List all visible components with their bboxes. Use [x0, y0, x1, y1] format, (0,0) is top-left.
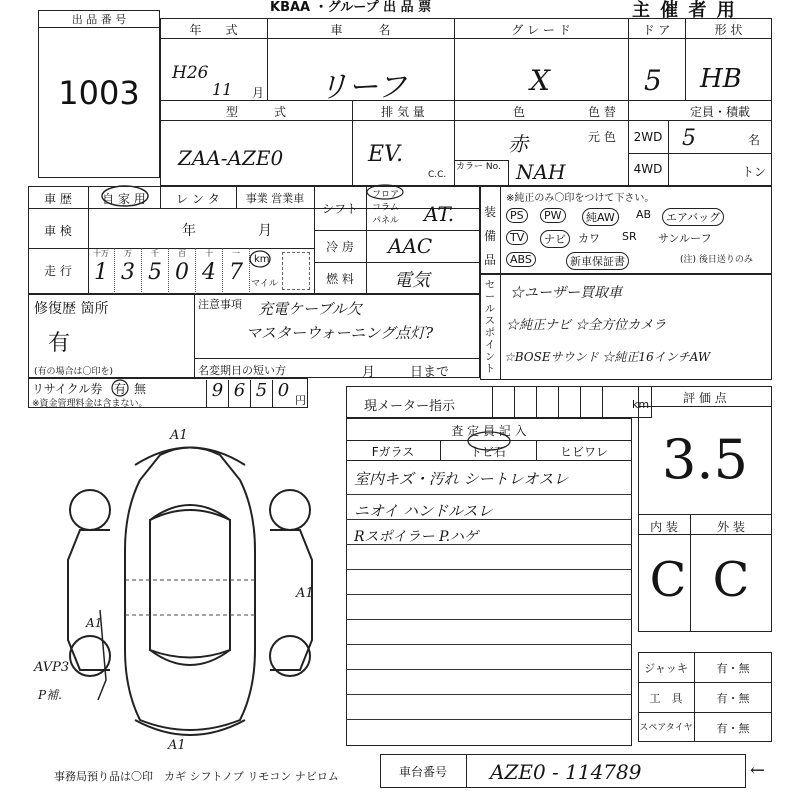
- repair-value: 有: [48, 331, 71, 356]
- meter-digit-cell: [558, 386, 580, 418]
- shape-value: HB: [700, 64, 742, 94]
- mile-label: マイル: [251, 279, 278, 289]
- col-capacity: 定員・積載: [689, 105, 750, 119]
- chip-circle-mark: [466, 430, 512, 452]
- inspector-ruled-line: [346, 494, 632, 495]
- recycle-no: 無: [134, 382, 147, 396]
- inspector-ruled-line: [346, 719, 632, 720]
- caution-line-2: マスターウォーニング点灯?: [246, 324, 434, 342]
- interior-label: 内 装: [650, 520, 678, 534]
- wheel-front-right: [270, 490, 310, 530]
- mileage-digit: 1: [94, 260, 108, 285]
- equipment-item: SR: [622, 230, 637, 243]
- col-grade: グ レ ー ド: [511, 23, 571, 37]
- chassis-arrow-mark: ←: [750, 760, 766, 781]
- four-wd-label: 4WD: [633, 162, 663, 176]
- inspector-ruled-line: [346, 569, 632, 570]
- recycle-digit: 6: [228, 380, 250, 408]
- exterior-label: 外 装: [717, 520, 745, 534]
- shift-value: AT.: [424, 202, 455, 226]
- wheel-front-left: [70, 490, 110, 530]
- repair-note: (有の場合は〇印を): [34, 367, 114, 377]
- short-expiry-label: 名変期日の短い方: [198, 364, 286, 377]
- accessory-tools-value: 有・無: [716, 692, 750, 705]
- color-value: 赤: [508, 132, 528, 156]
- mileage-digit: 0: [175, 260, 189, 285]
- diagram-mark-rear: A1: [168, 738, 186, 753]
- equipment-item: ナビ: [540, 230, 570, 248]
- model-value: ZAA-AZE0: [178, 146, 284, 170]
- car-name: リーフ: [318, 70, 407, 105]
- recycle-unit: 円: [295, 394, 306, 407]
- accessory-spare-value: 有・無: [716, 722, 750, 735]
- mileage-place-label: 十万: [93, 249, 109, 258]
- accessory-jack-value: 有・無: [716, 662, 750, 675]
- mileage-place-label: 百: [178, 249, 186, 258]
- doors-value: 5: [644, 64, 662, 97]
- person-unit: 名: [748, 133, 761, 147]
- meter-digit-cell: [514, 386, 536, 418]
- recycle-label: リサイクル券: [32, 382, 103, 396]
- mileage-place-label: 万: [124, 249, 132, 258]
- form-title: KBAA ・グループ 出 品 票: [270, 0, 432, 15]
- two-wd-label: 2WD: [633, 130, 663, 144]
- sales-points-side-label: セールスポイント: [485, 280, 495, 375]
- shift-circle-mark: [366, 184, 404, 200]
- equipment-item: (注) 後日送りのみ: [680, 255, 753, 265]
- equipment-item: TV: [506, 230, 528, 245]
- mileage-place-label: 一: [232, 249, 240, 258]
- mileage-check-box: [282, 252, 310, 290]
- col-name: 車 名: [330, 23, 391, 37]
- equipment-header: ※純正のみ〇印をつけて下さい。: [506, 193, 655, 204]
- chassis-label: 車台番号: [398, 765, 447, 779]
- equipment-item: PS: [506, 208, 528, 223]
- mileage-label: 走 行: [44, 264, 72, 278]
- km-label: km: [254, 254, 270, 265]
- inspector-note-1: 室内キズ・汚れ シートレオスレ: [354, 470, 569, 488]
- rear-bumper: [135, 720, 245, 735]
- ac-label: 冷 房: [326, 240, 354, 254]
- meter-digit-cell: [492, 386, 514, 418]
- windshield: [150, 505, 230, 520]
- shift-label: シフト: [321, 202, 358, 216]
- diagram-note-p: P補.: [38, 688, 62, 702]
- equipment-item: サンルーフ: [658, 232, 712, 245]
- organizer-label: 主 催 者 用: [632, 0, 737, 21]
- mileage-digit: 4: [202, 260, 216, 285]
- ton-unit: トン: [742, 165, 767, 179]
- accessory-tools-label: 工 具: [649, 692, 683, 705]
- inspector-ruled-line: [346, 669, 632, 670]
- grade-value: X: [530, 64, 550, 97]
- lot-label: 出 品 番 号: [71, 13, 127, 26]
- sales-point-line-3: ☆BOSEサウンド ☆純正16インチAW: [504, 350, 711, 364]
- diagram-mark-right: A1: [296, 586, 314, 601]
- mileage-digit: 3: [121, 260, 135, 285]
- col-color: 色: [512, 105, 525, 119]
- mileage-digit: 5: [148, 260, 162, 285]
- mileage-place-label: 十: [205, 249, 213, 258]
- chassis-number: AZE0 - 114789: [490, 760, 642, 784]
- equipment-item: PW: [540, 208, 566, 223]
- col-doors: ド ア: [642, 23, 671, 37]
- equipment-item: エアバッグ: [662, 208, 724, 226]
- history-circle-mark: [100, 184, 150, 208]
- diagram-note-avp: AVP3: [34, 660, 70, 675]
- col-color-change: 色 替: [588, 105, 616, 119]
- meter-unit: km: [632, 398, 650, 411]
- recycle-digit: 9: [206, 380, 228, 408]
- inspector-ruled-line: [346, 644, 632, 645]
- car-body-outline: [125, 448, 255, 731]
- capacity-value: 5: [682, 126, 696, 151]
- equipment-item: AB: [636, 208, 652, 221]
- car-roof-outline: [150, 510, 230, 658]
- accessory-spare-label: スペアタイヤ: [639, 723, 693, 733]
- mileage-cell: [142, 248, 169, 294]
- evaluation-label: 評 価 点: [683, 391, 727, 405]
- inspection-label: 車 検: [44, 224, 72, 238]
- car-diagram: [40, 420, 340, 750]
- shift-column: コラム: [372, 203, 399, 213]
- km-circle-mark: [249, 249, 271, 269]
- mileage-cell: [196, 248, 223, 294]
- col-year: 年 式: [189, 23, 238, 37]
- color-no-value: NAH: [516, 160, 566, 184]
- history-business: 事業 営業車: [245, 192, 305, 205]
- inspector-option-chip: トビ石: [469, 445, 506, 459]
- displacement-value: EV.: [368, 142, 404, 167]
- caution-label: 注意事項: [198, 298, 242, 311]
- diagram-mark-front: A1: [170, 428, 188, 443]
- sales-point-line-2: ☆純正ナビ ☆全方位カメラ: [506, 318, 667, 333]
- meter-digit-cell: [580, 386, 602, 418]
- inspector-option-crack: ヒビワレ: [559, 445, 608, 459]
- mileage-cell: [223, 248, 250, 294]
- mileage-place-label: 千: [151, 249, 159, 258]
- mileage-cell: [169, 248, 196, 294]
- recycle-digit: 5: [250, 380, 272, 408]
- cc-unit: C.C.: [428, 170, 447, 180]
- inspector-note-3: Rスポイラー P.ハゲ: [354, 529, 479, 545]
- front-bumper: [135, 448, 245, 466]
- year-value: H26: [172, 63, 209, 83]
- caution-line-1: 充電ケーブル欠: [258, 300, 362, 318]
- meter-digit-cell: [602, 386, 624, 418]
- evaluation-score: 3.5: [662, 428, 748, 491]
- inspection-month: 月: [258, 223, 272, 239]
- inspector-option-fglass: Fガラス: [371, 445, 415, 459]
- exterior-grade: C: [712, 552, 750, 608]
- equipment-side-label: 装 備 品: [484, 205, 497, 267]
- repair-label: 修復歴 箇所: [34, 301, 109, 317]
- inspector-ruled-line: [346, 619, 632, 620]
- mileage-digit: 7: [229, 260, 243, 285]
- equipment-item: 純AW: [582, 208, 619, 226]
- equipment-item: 新車保証書: [566, 252, 629, 270]
- history-label: 車 歴: [44, 192, 72, 206]
- meter-digit-cell: [536, 386, 558, 418]
- lot-number: 1003: [58, 74, 140, 112]
- shift-floor: フロア: [372, 190, 400, 200]
- short-expiry-day: 日まで: [410, 365, 450, 380]
- history-private: 自 家 用: [102, 192, 146, 206]
- inspector-label: 査 定 員 記 入: [451, 424, 527, 438]
- inspection-year: 年: [182, 223, 196, 239]
- diagram-mark-left: A1: [86, 616, 103, 630]
- original-color-label: 元 色: [588, 130, 616, 144]
- history-rental: レ ン タ: [176, 192, 220, 206]
- month-value: 11: [212, 80, 233, 99]
- short-expiry-month: 月: [362, 365, 376, 380]
- color-no-label: カラー No.: [456, 162, 501, 172]
- inspector-ruled-line: [346, 594, 632, 595]
- sales-point-line-1: ☆ユーザー買取車: [510, 285, 622, 301]
- col-shape: 形 状: [714, 23, 743, 37]
- recycle-note: ※資金管理料金は含まない。: [32, 399, 148, 409]
- recycle-yes: 有: [114, 382, 127, 396]
- inspector-ruled-line: [346, 694, 632, 695]
- equipment-item: ABS: [506, 252, 536, 267]
- recycle-digit: 0: [272, 380, 294, 408]
- col-model: 型 式: [225, 105, 286, 119]
- interior-grade: C: [649, 552, 687, 608]
- mileage-cell: [88, 248, 115, 294]
- inspector-note-2: ニオイ ハンドルスレ: [354, 502, 493, 520]
- fuel-label: 燃 料: [326, 272, 354, 286]
- mileage-cell: [115, 248, 142, 294]
- meter-label: 現メーター指示: [364, 399, 456, 414]
- month-unit: 月: [252, 86, 265, 100]
- shift-panel: パネル: [372, 216, 400, 226]
- recycle-circle-mark: [111, 379, 129, 397]
- ac-value: AAC: [388, 234, 433, 258]
- equipment-item: カワ: [578, 232, 600, 245]
- accessory-jack-label: ジャッキ: [644, 662, 688, 675]
- fuel-value: 電気: [394, 270, 430, 291]
- office-note: 事務局預り品は〇印 カギ シフトノブ リモコン ナビロム: [54, 770, 339, 783]
- col-displacement: 排 気 量: [381, 105, 425, 119]
